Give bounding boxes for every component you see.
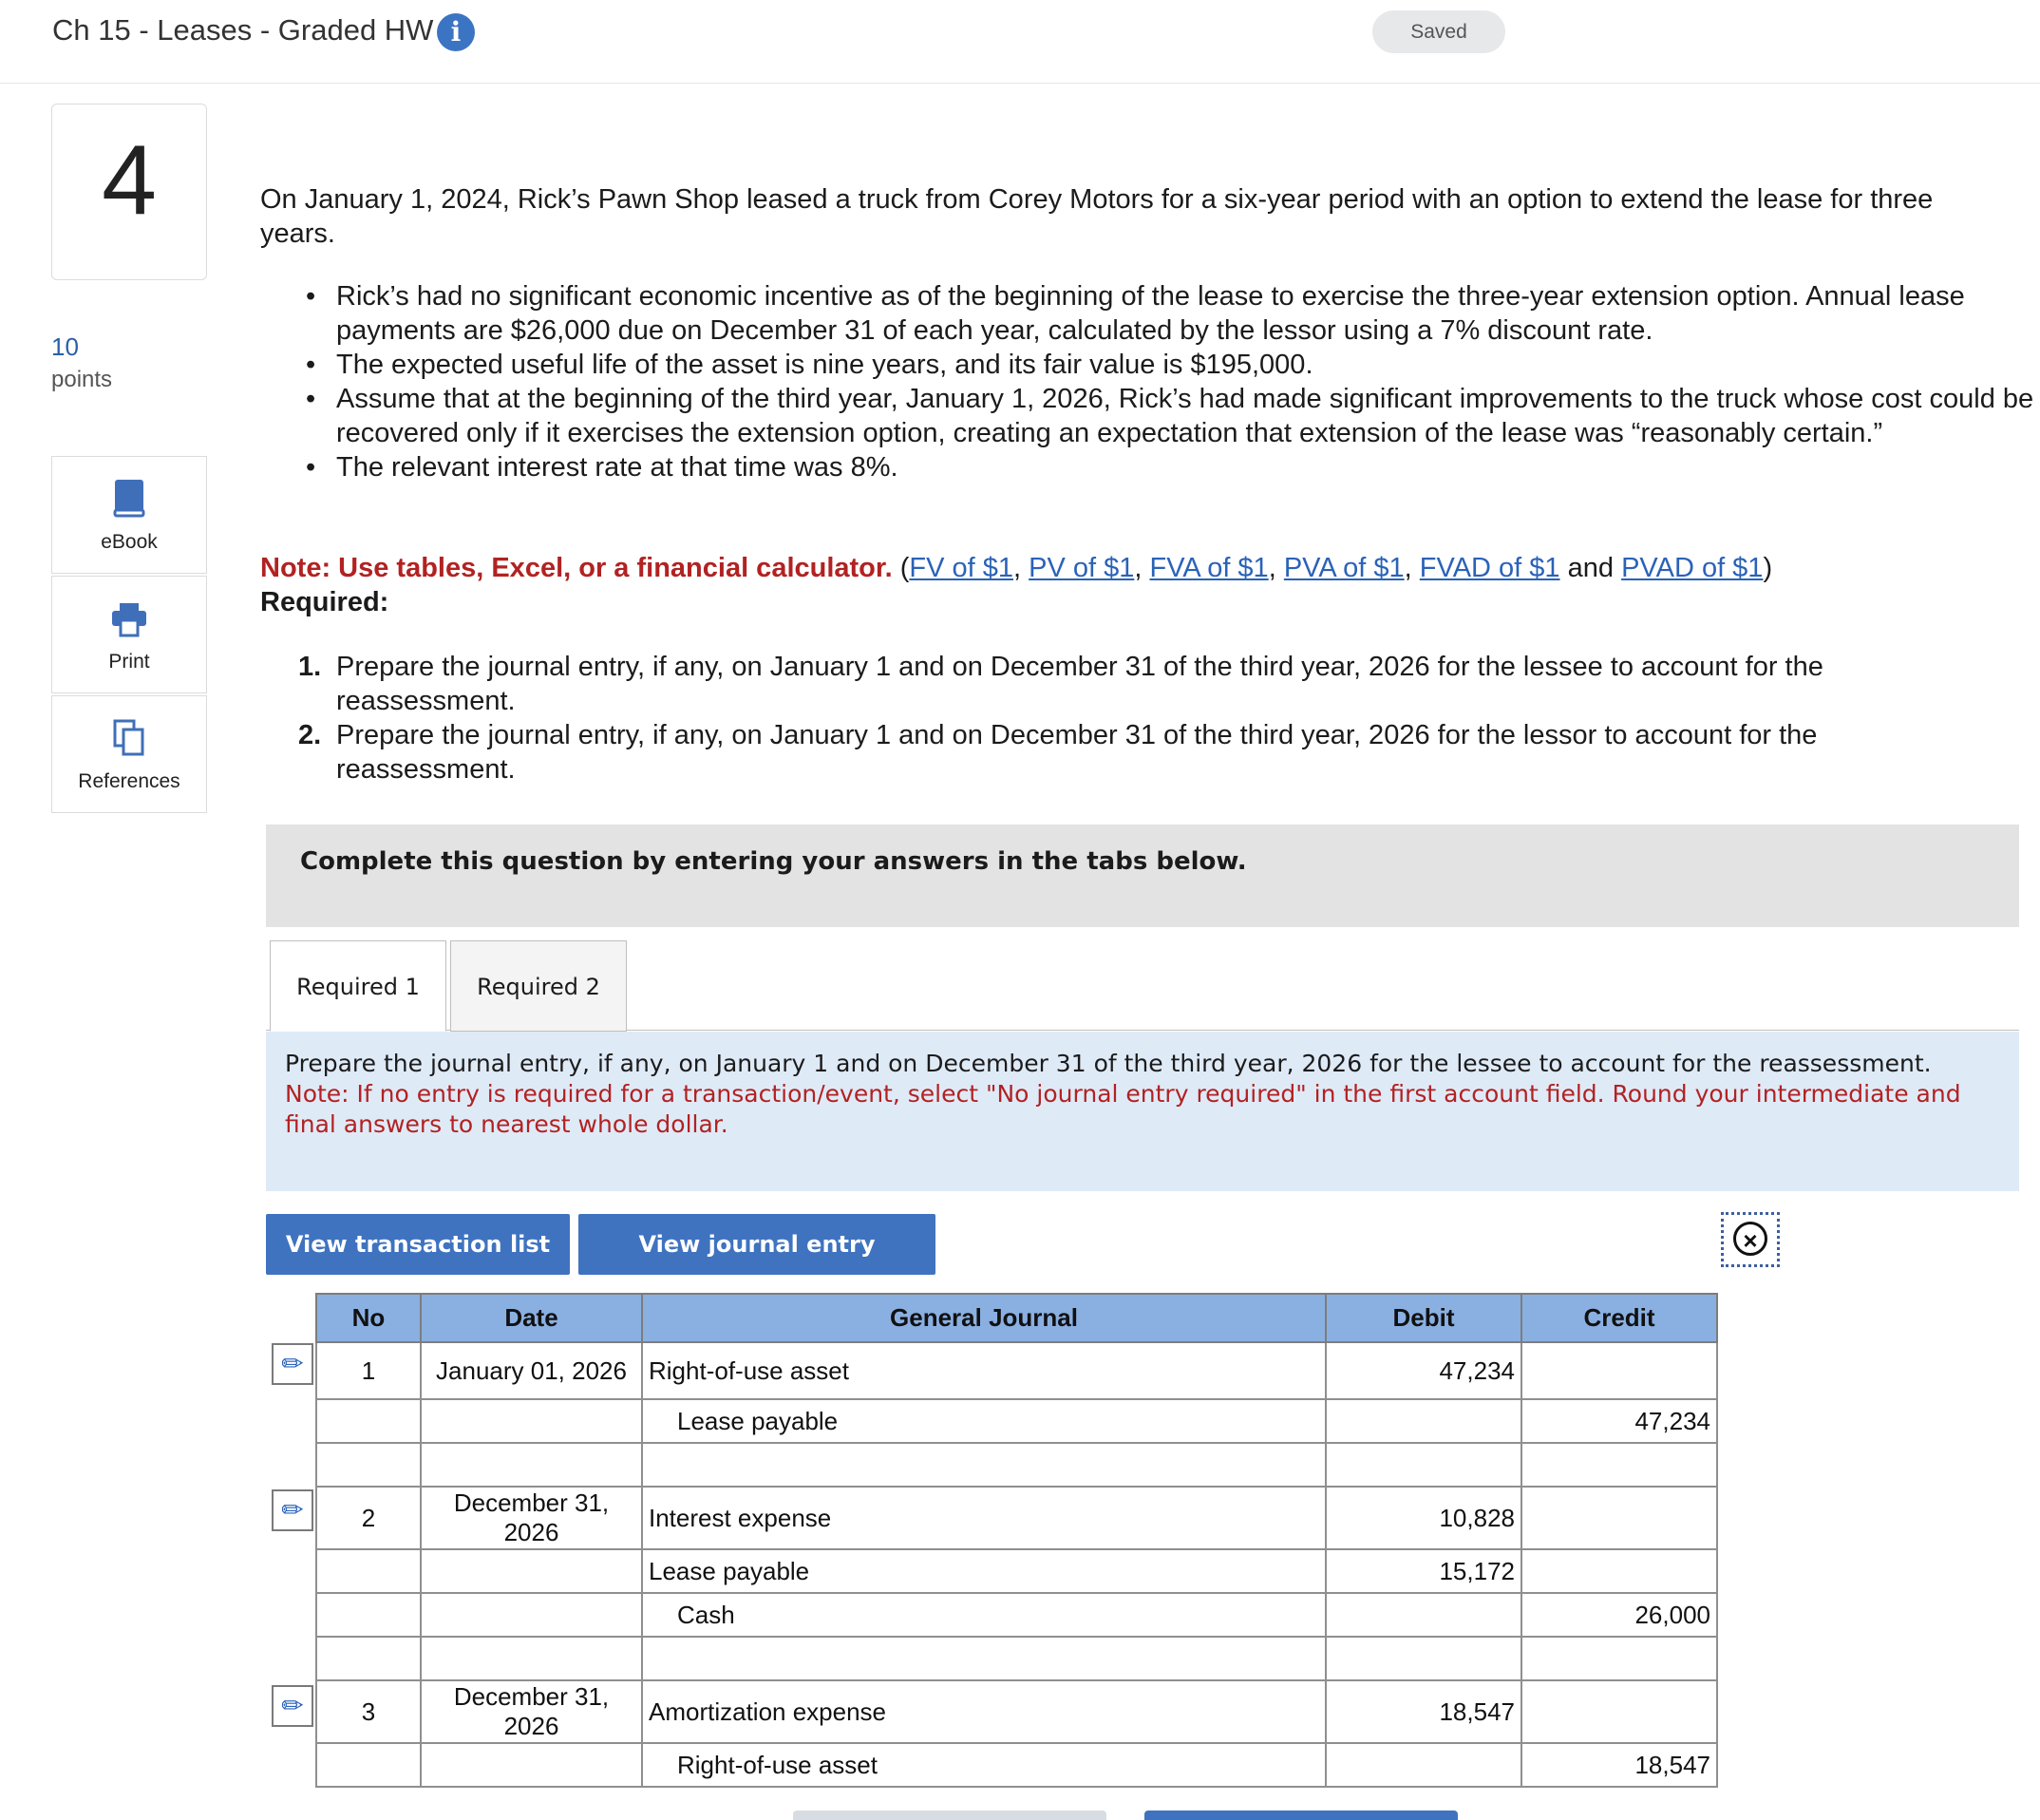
cell-no: 2 xyxy=(316,1487,421,1549)
cell-no: 1 xyxy=(316,1342,421,1399)
instruction-box xyxy=(266,1032,2019,1191)
cell-no xyxy=(316,1399,421,1443)
ebook-label: eBook xyxy=(101,531,158,553)
pencil-icon: ✏ xyxy=(281,1495,304,1525)
cell-no xyxy=(316,1443,421,1487)
cell-account xyxy=(642,1443,1326,1487)
edit-entry-1-button[interactable] xyxy=(272,1343,313,1385)
required-header: Required: xyxy=(260,587,389,617)
cell-debit: 10,828 xyxy=(1326,1487,1521,1549)
cell-credit xyxy=(1521,1637,1717,1680)
question-number: 4 xyxy=(102,125,157,236)
points-value: 10 xyxy=(51,332,79,361)
cell-date: January 01, 2026 xyxy=(421,1342,642,1399)
cell-date xyxy=(421,1549,642,1593)
requirements-list xyxy=(294,650,1985,787)
cell-no xyxy=(316,1549,421,1593)
cell-credit: 47,234 xyxy=(1521,1399,1717,1443)
prev-tab-button[interactable] xyxy=(793,1811,1106,1820)
cell-credit xyxy=(1521,1443,1717,1487)
cell-debit: 15,172 xyxy=(1326,1549,1521,1593)
requirement-text: Prepare the journal entry, if any, on January 1 and on December 31 of the third year, 2026 for the lessor to account for the reassessment. xyxy=(336,720,1818,785)
book-icon xyxy=(110,478,148,520)
cell-account: Amortization expense xyxy=(642,1680,1326,1743)
edit-entry-2-button[interactable] xyxy=(272,1489,313,1531)
cell-debit xyxy=(1326,1637,1521,1680)
cell-debit: 18,547 xyxy=(1326,1680,1521,1743)
and-word: and xyxy=(1567,553,1614,583)
table-row xyxy=(316,1743,1717,1787)
cell-account xyxy=(642,1637,1326,1680)
col-header-general-journal: General Journal xyxy=(642,1294,1326,1342)
instruction-note: Note: If no entry is required for a transaction/event, select "No journal entry required" in the first account field. Round your intermediate and final answers to nearest whole dollar. xyxy=(285,1080,1961,1138)
cell-date xyxy=(421,1593,642,1637)
copy-pages-icon xyxy=(110,717,148,759)
references-label: References xyxy=(78,770,180,792)
cell-debit xyxy=(1326,1399,1521,1443)
printer-icon xyxy=(110,597,148,639)
complete-banner xyxy=(266,825,2019,927)
general-journal-table xyxy=(315,1293,1718,1788)
table-row xyxy=(316,1593,1717,1637)
cell-no xyxy=(316,1593,421,1637)
cell-credit: 18,547 xyxy=(1521,1743,1717,1787)
note-prefix: Note: Use tables, Excel, or a financial calculator. xyxy=(260,553,893,583)
question-number-box xyxy=(51,104,207,280)
table-row xyxy=(316,1637,1717,1680)
requirement-number: 1. xyxy=(298,652,322,682)
list-item xyxy=(294,650,1985,718)
tab-required-1[interactable]: Required 1 xyxy=(270,940,446,1032)
cell-credit: 26,000 xyxy=(1521,1593,1717,1637)
cell-debit xyxy=(1326,1743,1521,1787)
cell-date xyxy=(421,1443,642,1487)
cell-date xyxy=(421,1743,642,1787)
col-header-credit: Credit xyxy=(1521,1294,1717,1342)
close-button[interactable] xyxy=(1721,1212,1780,1267)
table-row xyxy=(316,1487,1717,1549)
table-row xyxy=(316,1680,1717,1743)
cell-debit xyxy=(1326,1443,1521,1487)
col-header-no: No xyxy=(316,1294,421,1342)
list-item: • The relevant interest rate at that time was 8%. xyxy=(302,450,2040,484)
fact-bullets xyxy=(302,279,2040,484)
ebook-button[interactable] xyxy=(51,456,207,574)
cell-no: 3 xyxy=(316,1680,421,1743)
edit-entry-3-button[interactable] xyxy=(272,1685,313,1727)
points-label: points xyxy=(51,367,113,392)
view-transaction-list-button[interactable]: View transaction list xyxy=(266,1214,570,1275)
top-bar xyxy=(0,0,2040,84)
cell-account: Interest expense xyxy=(642,1487,1326,1549)
cell-account: Right-of-use asset xyxy=(642,1342,1326,1399)
table-row xyxy=(316,1549,1717,1593)
cell-date: December 31, 2026 xyxy=(421,1487,642,1549)
print-label: Print xyxy=(108,651,150,673)
assignment-title: Ch 15 - Leases - Graded HW xyxy=(52,13,434,47)
list-item xyxy=(294,718,1985,787)
pva-link[interactable]: PVA of $1 xyxy=(1283,553,1405,583)
tab-required-2[interactable]: Required 2 xyxy=(450,940,627,1032)
cell-debit xyxy=(1326,1593,1521,1637)
next-tab-button[interactable] xyxy=(1144,1811,1458,1820)
complete-banner-text: Complete this question by entering your answers in the tabs below. xyxy=(300,847,1247,876)
close-icon: × xyxy=(1733,1222,1767,1256)
cell-account: Cash xyxy=(642,1593,1326,1637)
table-row xyxy=(316,1399,1717,1443)
pencil-icon: ✏ xyxy=(281,1349,304,1378)
cell-account: Lease payable xyxy=(642,1549,1326,1593)
list-item: • Rick’s had no significant economic incentive as of the beginning of the lease to exercise the three-year extension option. Annual lease payments are $26,000 due on December 31 of each year, calculated by the lessor using a 7% discount rate. xyxy=(302,279,2040,348)
col-header-debit: Debit xyxy=(1326,1294,1521,1342)
cell-date: December 31, 2026 xyxy=(421,1680,642,1743)
question-intro: On January 1, 2024, Rick’s Pawn Shop leased a truck from Corey Motors for a six-year period with an option to extend the lease for three years. xyxy=(260,184,1934,249)
cell-credit xyxy=(1521,1680,1717,1743)
view-journal-worksheet-button[interactable]: View journal entry xyxy=(578,1214,935,1275)
cell-credit xyxy=(1521,1549,1717,1593)
list-item: • The expected useful life of the asset is nine years, and its fair value is $195,000. xyxy=(302,348,2040,382)
references-button[interactable] xyxy=(51,695,207,813)
cell-credit xyxy=(1521,1487,1717,1549)
requirement-text: Prepare the journal entry, if any, on January 1 and on December 31 of the third year, 2026 for the lessee to account for the reassessment. xyxy=(336,652,1823,716)
instruction-text: Prepare the journal entry, if any, on January 1 and on December 31 of the third year, 2026 for the lessee to account for the reassessment. xyxy=(285,1050,1932,1077)
table-header-row xyxy=(316,1294,1717,1342)
cell-date xyxy=(421,1399,642,1443)
cell-account: Lease payable xyxy=(642,1399,1326,1443)
fvad-link[interactable]: FVAD of $1 xyxy=(1419,553,1560,583)
list-item: • Assume that at the beginning of the third year, January 1, 2026, Rick’s had made significant improvements to the truck whose cost could be recovered only if it exercises the extension option, creating an expectation that extension of the lease was “reasonably certain.” xyxy=(302,382,2040,450)
col-header-date: Date xyxy=(421,1294,642,1342)
cell-date xyxy=(421,1637,642,1680)
pv-link[interactable]: PV of $1 xyxy=(1029,553,1135,583)
cell-no xyxy=(316,1637,421,1680)
info-icon[interactable]: i xyxy=(437,13,475,51)
pvad-link[interactable]: PVAD of $1 xyxy=(1621,553,1764,583)
note-line: Note: Use tables, Excel, or a financial calculator. (FV of $1, PV of $1, FVA of $1, PVA of $1, FVAD of $1 and PVAD of $1) xyxy=(260,553,1773,583)
fv-link[interactable]: FV of $1 xyxy=(909,553,1013,583)
cell-no xyxy=(316,1743,421,1787)
saved-status-badge: Saved xyxy=(1372,10,1505,53)
table-row xyxy=(316,1342,1717,1399)
requirement-number: 2. xyxy=(298,720,322,750)
cell-debit: 47,234 xyxy=(1326,1342,1521,1399)
table-row xyxy=(316,1443,1717,1487)
cell-account: Right-of-use asset xyxy=(642,1743,1326,1787)
pencil-icon: ✏ xyxy=(281,1691,304,1720)
cell-credit xyxy=(1521,1342,1717,1399)
print-button[interactable] xyxy=(51,576,207,693)
fva-link[interactable]: FVA of $1 xyxy=(1149,553,1269,583)
